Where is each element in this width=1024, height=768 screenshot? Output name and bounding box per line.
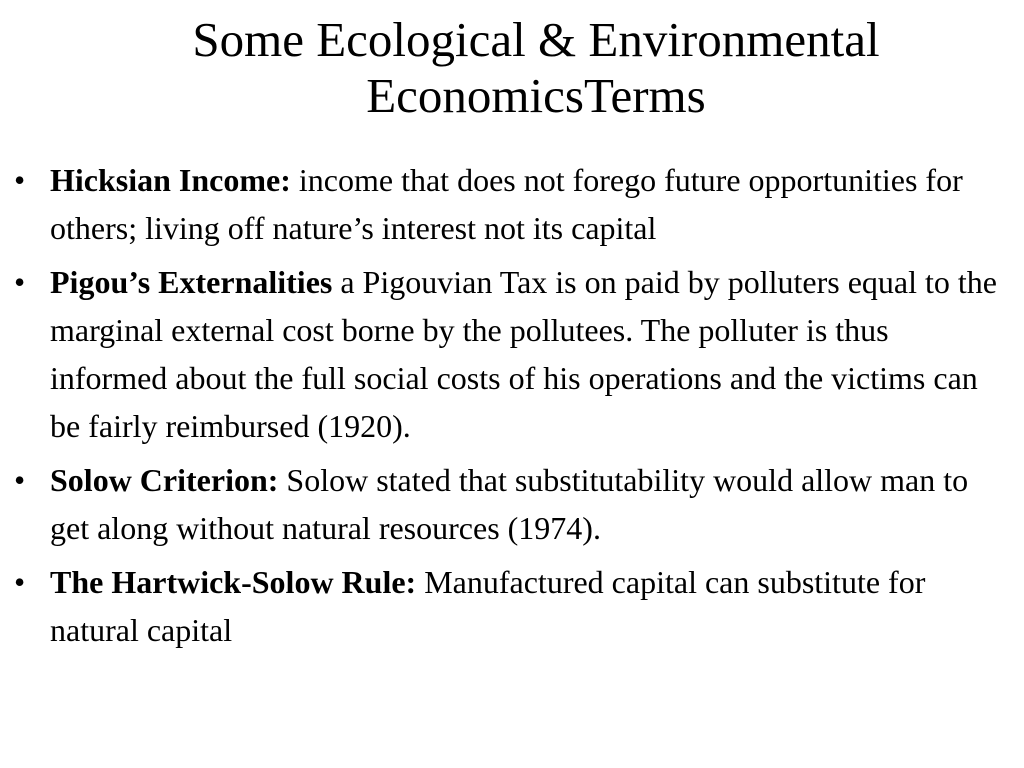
bullet-term: Pigou’s Externalities [50, 264, 333, 300]
bullet-term: Solow Criterion: [50, 462, 279, 498]
bullet-icon: • [14, 162, 26, 198]
bullet-solow-criterion [0, 456, 1010, 552]
bullet-text: Manufactured capital can substitute for natural capital [50, 564, 926, 648]
bullet-hicksian-income [0, 156, 1010, 252]
bullet-list [0, 156, 1010, 660]
slide-title [88, 12, 984, 124]
slide-title-line-1: Some Ecological & Environmental [192, 12, 880, 67]
bullet-icon: • [14, 264, 26, 300]
slide-title-line-2: EconomicsTerms [366, 68, 706, 123]
bullet-text: income that does not forego future opportunities for others; living off nature’s interest not its capital [50, 162, 963, 246]
bullet-text: a Pigouvian Tax is on paid by polluters equal to the marginal external cost borne by the pollutees. The polluter is thus informed about the full social costs of his operations and the victims can be fairly reimbursed (1920). [50, 264, 997, 444]
bullet-icon: • [14, 462, 26, 498]
bullet-text: Solow stated that substitutability would allow man to get along without natural resources (1974). [50, 462, 969, 546]
bullet-term: Hicksian Income: [50, 162, 291, 198]
bullet-icon: • [14, 564, 26, 600]
bullet-hartwick-solow-rule [0, 558, 1010, 654]
bullet-pigou-externalities [0, 258, 1010, 450]
bullet-term: The Hartwick-Solow Rule: [50, 564, 417, 600]
